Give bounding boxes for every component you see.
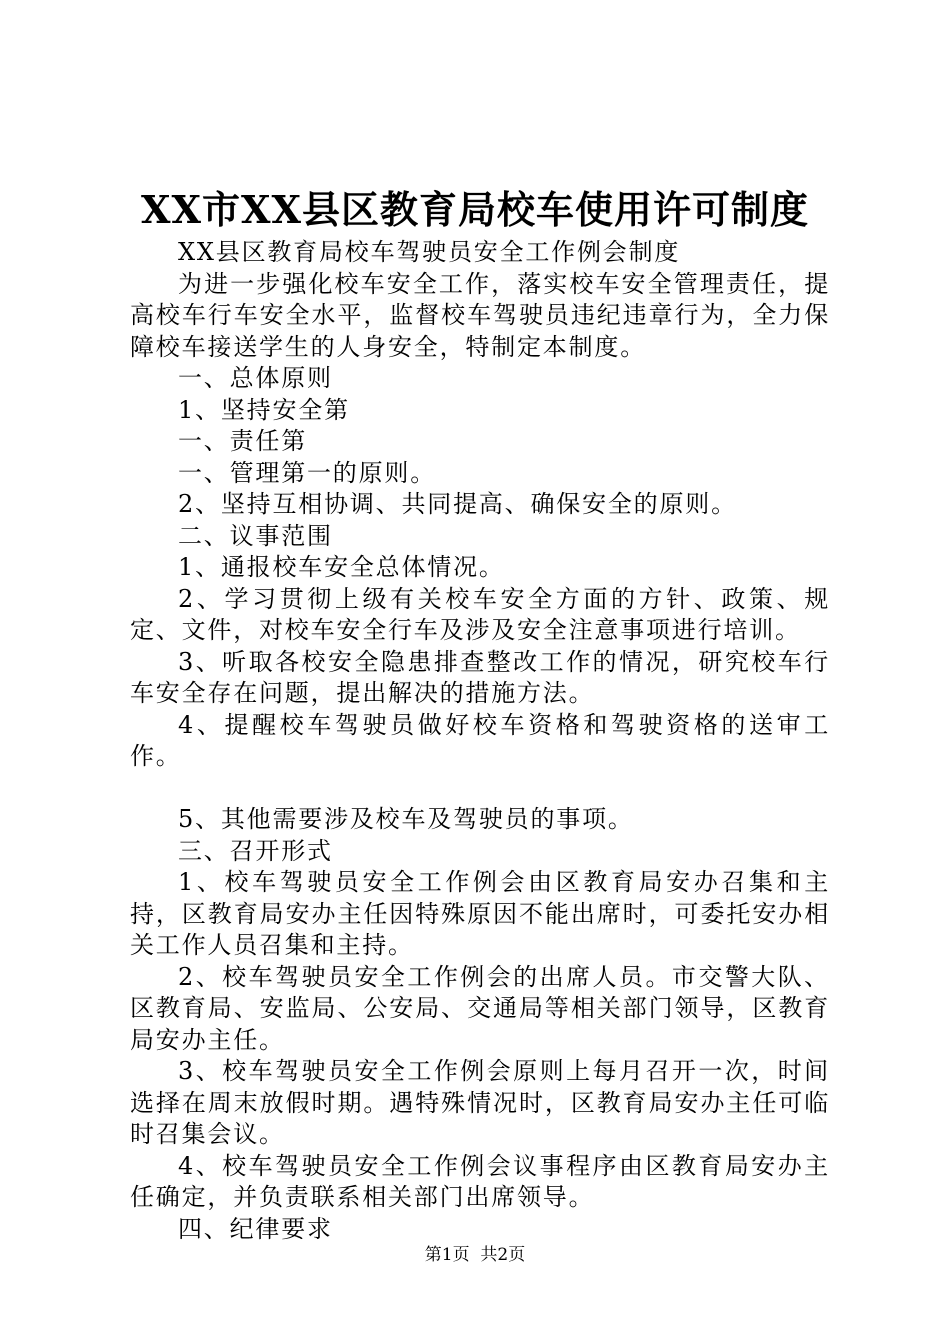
paragraph-item: 一、责任第 — [178, 427, 307, 455]
paragraph-item: 1、校车驾驶员安全工作例会由区教育局安办召集和主持，区教育局安办主任因特殊原因不能出席时，可委托安办相关工作人员召集和主持。 — [130, 868, 830, 959]
heading-format: 三、召开形式 — [178, 836, 333, 865]
page-number-footer: 第1页 共2页 — [424, 1245, 526, 1265]
paragraph-item: 一、管理第一的原则。 — [178, 458, 436, 487]
paragraph-subtitle: XX县区教育局校车驾驶员安全工作例会制度 — [178, 238, 681, 266]
heading-scope: 二、议事范围 — [178, 521, 333, 550]
document-body — [130, 237, 830, 1245]
paragraph-item: 1、坚持安全第 — [178, 395, 350, 424]
paragraph-item: 1、通报校车安全总体情况。 — [178, 553, 505, 581]
heading-general-principles: 一、总体原则 — [178, 364, 333, 392]
paragraph-item: 2、坚持互相协调、共同提高、确保安全的原则。 — [178, 490, 737, 518]
paragraph-item: 3、听取各校安全隐患排查整改工作的情况，研究校车行车安全存在问题，提出解决的措施方法。 — [130, 647, 830, 707]
paragraph-item: 4、校车驾驶员安全工作例会议事程序由区教育局安办主任确定，并负责联系相关部门出席领导。 — [130, 1151, 830, 1211]
document-title: XX市XX县区教育局校车使用许可制度 — [141, 187, 809, 232]
paragraph-intro: 为进一步强化校车安全工作，落实校车安全管理责任，提高校车行车安全水平，监督校车驾驶员违纪违章行为，全力保障校车接送学生的人身安全，特制定本制度。 — [130, 269, 830, 361]
paragraph-item: 3、校车驾驶员安全工作例会原则上每月召开一次，时间选择在周末放假时期。遇特殊情况时，区教育局安办主任可临时召集会议。 — [130, 1057, 830, 1148]
heading-discipline: 四、纪律要求 — [178, 1214, 333, 1243]
paragraph-item: 2、校车驾驶员安全工作例会的出席人员。市交警大队、区教育局、安监局、公安局、交通局等相关部门领导，区教育局安办主任。 — [130, 962, 830, 1054]
paragraph-item: 5、其他需要涉及校车及驾驶员的事项。 — [178, 805, 634, 833]
paragraph-item: 2、学习贯彻上级有关校车安全方面的方针、政策、规定、文件，对校车安全行车及涉及安全注意事项进行培训。 — [130, 584, 830, 644]
paragraph-item: 4、提醒校车驾驶员做好校车资格和驾驶资格的送审工作。 — [130, 710, 830, 770]
blank-line — [130, 773, 830, 805]
